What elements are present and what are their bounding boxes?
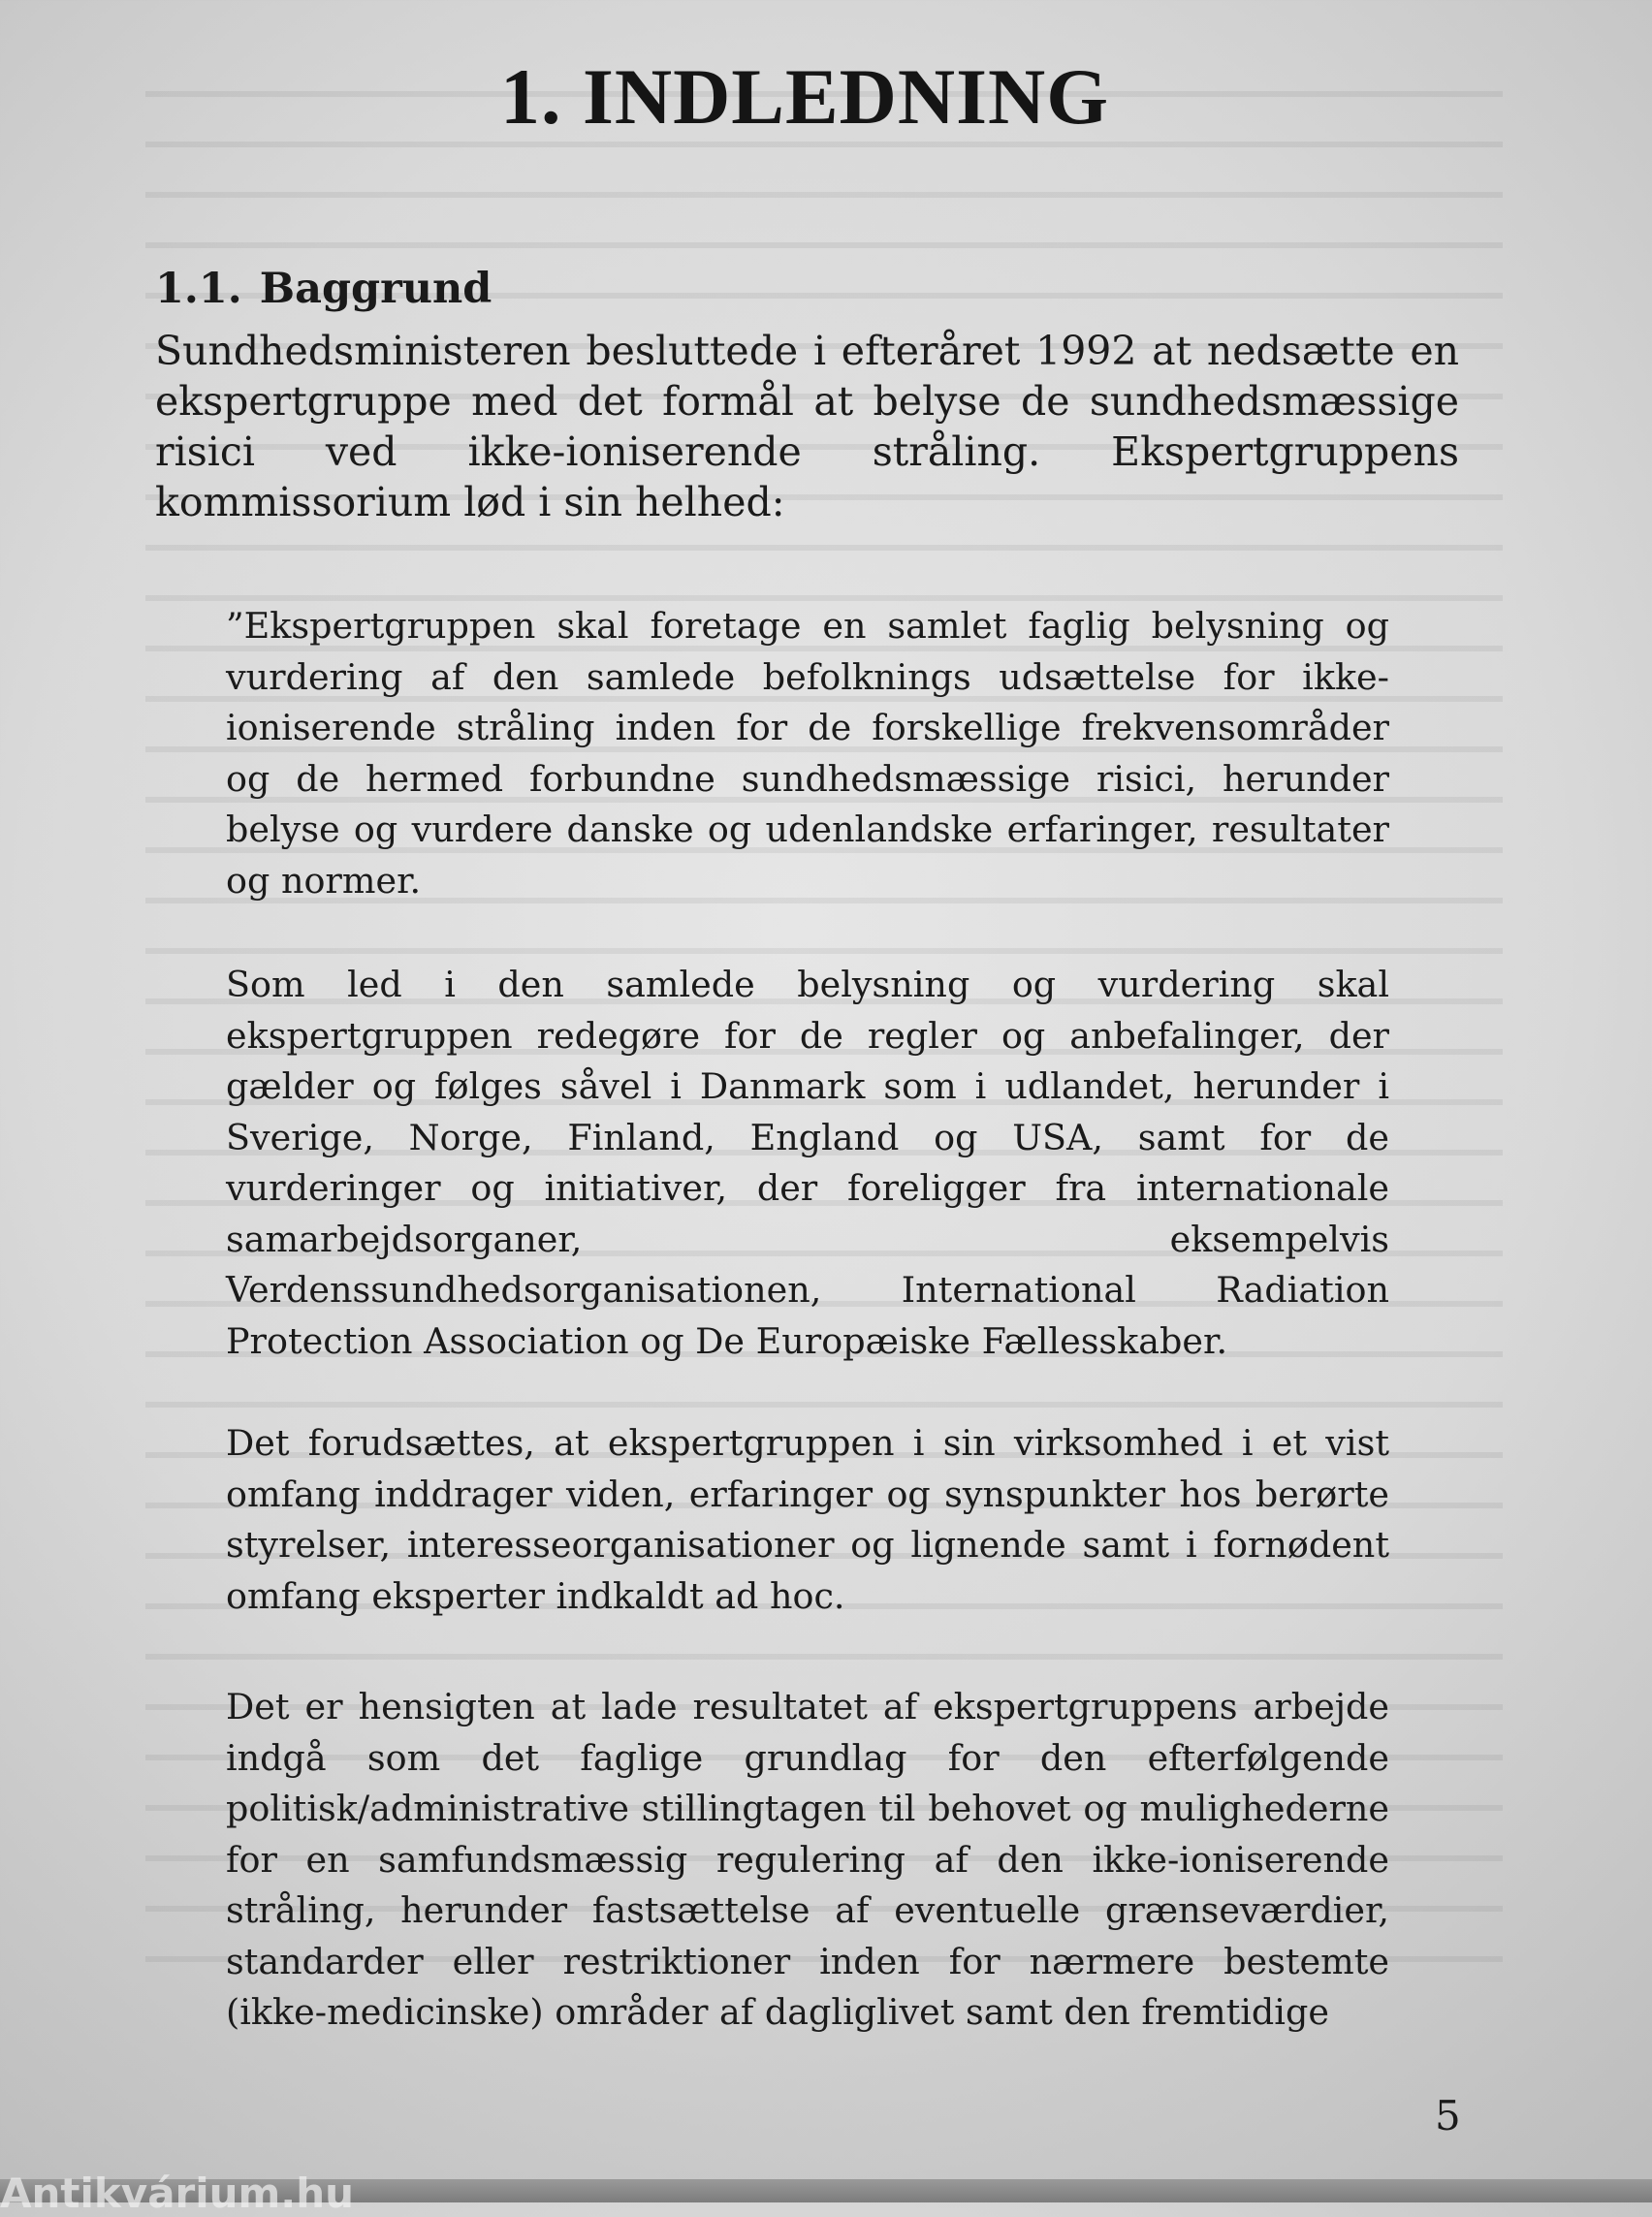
section-heading [155,262,492,316]
section-number: 1.1. [155,265,242,313]
chapter-title: 1. INDLEDNING [499,51,1110,141]
watermark: Antikvárium.hu [0,2169,355,2217]
quote-paragraph: ”Ekspertgruppen skal foretage en samlet faglig belysning og vurdering af den samlede befolknings udsættelse for ikke-ioniserende stråling inden for de forskellige frekvensområder og de hermed forbundne sundhedsmæssige risici, herunder belyse og vurdere danske og udenlandske erfaringer, resultater og normer. [226,605,1389,902]
section-title: Baggrund [259,265,492,313]
intro-paragraph: Sundhedsministeren besluttede i efteråret 1992 at nedsætte en ekspertgruppe med det formål at belyse de sundhedsmæssige risici ved ikke-ioniserende stråling. Ekspertgruppens kommissorium lød i sin helhed: [155,328,1459,525]
quote-paragraph: Som led i den samlede belysning og vurdering skal ekspertgruppen redegøre for de regler og anbefalinger, der gælder og følges såvel i Danmark som i udlandet, herunder i Sverige, Norge, Finland, England og USA, samt for de vurderinger og initiativer, der foreligger fra internationale samarbejdsorganer, eksempelvis Verdenssundhedsorganisationen, International Radiation Protection Association og De Europæiske Fællesskaber. [226,964,1389,1362]
quote-paragraph: Det forudsættes, at ekspertgruppen i sin virksomhed i et vist omfang inddrager viden, erfaringer og synspunkter hos berørte styrelser, interesseorganisationer og lignende samt i fornødent omfang eksperter indkaldt ad hoc. [226,1422,1389,1617]
page-number: 5 [1435,2092,1461,2139]
quote-paragraph: Det er hensigten at lade resultatet af ekspertgruppens arbejde indgå som det faglige grundlag for den efterfølgende politisk/administrative stillingtagen til behovet og mulighederne for en samfundsmæssig regulering af den ikke-ioniserende stråling, herunder fastsættelse af eventuelle grænseværdier, standarder eller restriktioner inden for nærmere bestemte (ikke-medicinske) områder af dagliglivet samt den fremtidige [226,1686,1389,2033]
